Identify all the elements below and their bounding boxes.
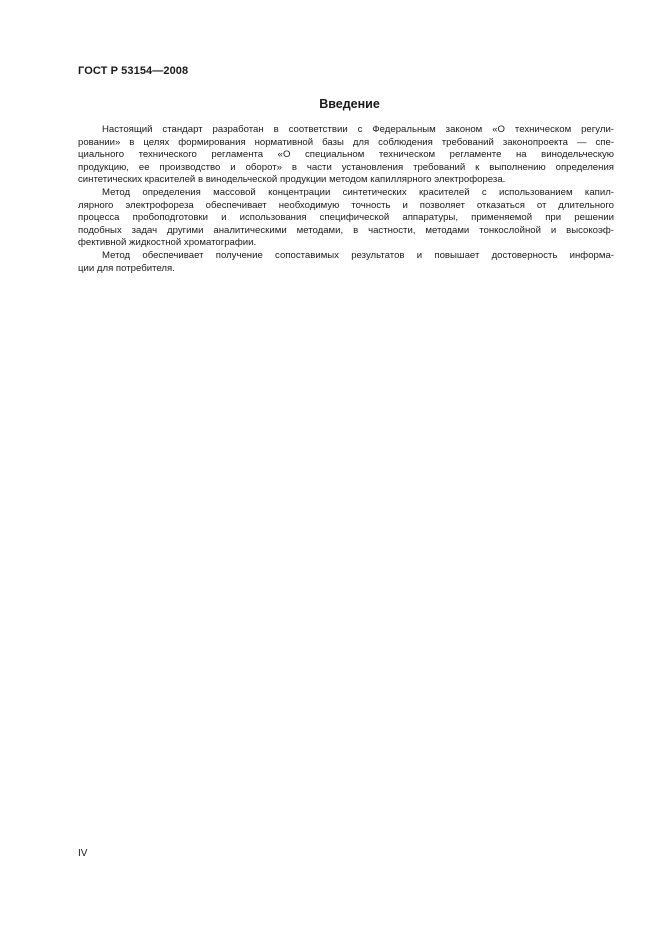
section-title: Введение (319, 97, 380, 111)
paragraph-line: подобных задач другими аналитическими методами, в частности, методами тонкослойной и высокоэф- (78, 224, 614, 236)
paragraph-line: Метод определения массовой концентрации синтетических красителей с использованием капил- (102, 186, 614, 198)
paragraph-line: продукцию, ее производство и оборот» в части установления требований к выполнению определения (78, 161, 614, 173)
paragraph-line: ровании» в целях формирования нормативной базы для соблюдения требований законопроекта — спе- (78, 136, 614, 148)
paragraph-line: фективной жидкостной хроматографии. (78, 237, 257, 249)
body-text (78, 124, 614, 275)
page-number: IV (78, 848, 88, 859)
paragraph-line: Настоящий стандарт разработан в соответствии с Федеральным законом «О техническом регули- (102, 124, 614, 135)
paragraph-line: лярного электрофореза обеспечивает необходимую точность и позволяет отказаться от длительного (78, 199, 614, 211)
paragraph-line: ции для потребителя. (78, 262, 175, 274)
paragraph-1 (78, 124, 614, 187)
paragraph-2 (78, 187, 614, 250)
paragraph-line: циального технического регламента «О специальном техническом регламенте на винодельческую (78, 149, 614, 161)
document-code: ГОСТ Р 53154—2008 (78, 65, 189, 77)
paragraph-line: Метод обеспечивает получение сопоставимых результатов и повышает достоверность информа- (102, 249, 614, 261)
paragraph-line: процесса пробоподготовки и использования специфической аппаратуры, применяемой при решении (78, 212, 614, 224)
paragraph-line: синтетических красителей в винодельческой продукции методом капиллярного электрофореза. (78, 174, 506, 186)
paragraph-3 (78, 250, 614, 275)
